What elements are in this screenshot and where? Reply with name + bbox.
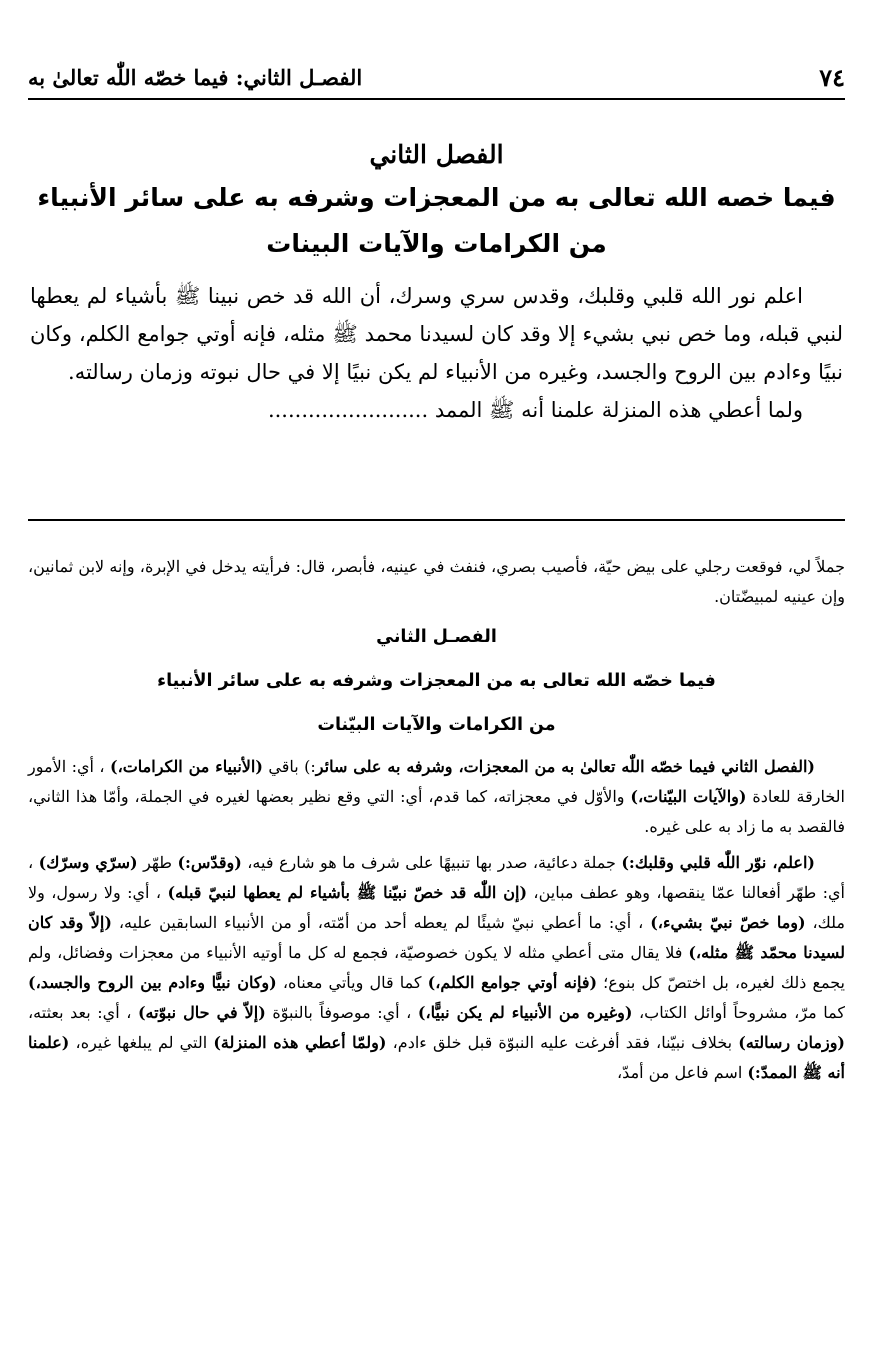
commentary-text: ، أي: طهّر أفعالنا عمّا ينقصها، وهو عطف مباين،	[28, 853, 845, 902]
commentary-paragraph-2	[28, 848, 845, 1088]
commentary-text: كما قال ويأتي معناه،	[276, 973, 428, 992]
quoted-text: (ولمّا أعطي هذه المنزلة)	[213, 1033, 387, 1052]
quoted-text: (الأنبياء من الكرامات،)	[110, 757, 263, 776]
quoted-text: (إلاّ وقد كان لسيدنا محمّد ﷺ مثله،)	[28, 913, 846, 962]
commentary-text: ، أي: بعد بعثته،	[28, 1003, 138, 1022]
commentary-opening: جملاً لي، فوقعت رجلي على بيض حيّة، فأصيب بصري، فنفث في عينيه، فأبصر، قال: فرأيته يدخل في الإبرة، وإنه لابن ثمانين، وإن عينيه لمبيضّتان.	[28, 557, 845, 606]
commentary-text: كما مرّ، مشروحاً أوائل الكتاب،	[632, 1003, 846, 1022]
chapter-title-line-1: فيما خصه الله تعالى به من المعجزات وشرفه به على سائر الأنبياء	[37, 183, 836, 212]
page-header	[28, 60, 845, 94]
main-text-block	[30, 140, 843, 429]
chapter-title-line-2: من الكرامات والآيات البينات	[266, 229, 607, 258]
header-rule	[28, 98, 845, 100]
quoted-text: (سرّي وسرّك)	[38, 853, 138, 872]
quoted-text: (وكان نبيًّا وءادم بين الروح والجسد،)	[28, 973, 277, 992]
commentary-text: ، أي: ولا رسول، ولا ملك،	[28, 883, 845, 932]
commentary-paragraph-1	[28, 752, 845, 842]
commentary-text: اسم فاعل من أمدّ،	[617, 1063, 748, 1082]
main-text	[30, 277, 843, 429]
quoted-text: (فإنه أوتي جوامع الكلم،)	[427, 973, 598, 992]
commentary-text: جملة دعائية، صدر بها تنبيهًا على شرف ما هو شارع فيه،	[241, 853, 622, 872]
commentary-heading-3: من الكرامات والآيات البيّنات	[317, 715, 556, 735]
chapter-label: الفصل الثاني	[369, 140, 504, 169]
quoted-text: (إن اللّٰه قد خصّ نبيّنا ﷺ بأشياء لم يعطها لنبيّ قبله)	[167, 883, 528, 902]
commentary-text: فلا يقال متى أعطي مثله لا يكون خصوصيّة، فجمع له كل ما أوتيه الأنبياء من معجزات وفضائل، ولم يجمع ذلك لغيره، بل اختصّ كل بنوع؛	[28, 943, 845, 992]
page-number: ٧٤	[819, 62, 845, 92]
quoted-text: (والآيات البيّنات،)	[630, 787, 747, 806]
main-paragraph-2: ولما أعطي هذه المنزلة علمنا أنه ﷺ الممد ........................	[267, 398, 803, 422]
chapter-title	[30, 175, 843, 267]
commentary-heading-2: فيما خصّه الله تعالى به من المعجزات وشرفه به على سائر الأنبياء	[157, 671, 716, 691]
commentary-block	[28, 552, 845, 1094]
commentary-text: طهّر	[137, 853, 178, 872]
commentary-text: ، أي: ما أعطي نبيّ شيئًا لم يعطه أحد من أمّته، أو من الأنبياء السابقين عليه،	[111, 913, 651, 932]
section-divider	[28, 519, 845, 521]
quoted-text: (اعلم، نوّر اللّٰه قلبي وقلبك:)	[621, 853, 815, 872]
commentary-text: التي لم يبلغها غيره،	[69, 1033, 214, 1052]
quoted-text: (وغيره من الأنبياء لم يكن نبيًّا،)	[417, 1003, 633, 1022]
quoted-text: (علمنا أنه ﷺ الممدّ:)	[28, 1033, 845, 1082]
quoted-text: (الفصل الثاني فيما خصّه اللّٰه تعالىٰ به من المعجزات، وشرفه به على سائر	[315, 757, 815, 776]
quoted-text: (وقدّس:)	[177, 853, 242, 872]
commentary-text: بخلاف نبيّنا، فقد أفرغت عليه النبوّة قبل خلق ءادم،	[386, 1033, 739, 1052]
quoted-text: (وما خصّ نبيّ بشيء،)	[650, 913, 806, 932]
running-title: الفصـل الثاني: فيما خصّه اللّٰه تعالىٰ به	[28, 64, 363, 90]
commentary-text: ، أي: موصوفاً بالنبوّة	[265, 1003, 418, 1022]
commentary-text: :) باقي	[262, 757, 316, 776]
commentary-heading-1: الفصـل الثاني	[376, 627, 497, 647]
quoted-text: (وزمان رسالته)	[738, 1033, 845, 1052]
commentary-text: ، أي: الأمور الخارقة للعادة	[28, 757, 845, 806]
quoted-text: (إلاّ في حال نبوّته)	[137, 1003, 266, 1022]
commentary-text: والأوّل في معجزاته، كما قدم، أي: التي وقع نظير بعضها لغيره في الجملة، وأمّا هذا الثاني، فالقصد به ما زاد به على غيره.	[28, 787, 845, 836]
main-paragraph-1: اعلم نور الله قلبي وقلبك، وقدس سري وسرك، أن الله قد خص نبينا ﷺ بأشياء لم يعطها لنبي قبله، وما خص نبي بشيء إلا وقد كان لسيدنا محمد ﷺ مثله، فإنه أوتي جوامع الكلم، وكان نبيًا وءادم بين الروح والجسد، وغيره من الأنبياء لم يكن نبيًا إلا في حال نبوته وزمان رسالته.	[30, 284, 843, 384]
